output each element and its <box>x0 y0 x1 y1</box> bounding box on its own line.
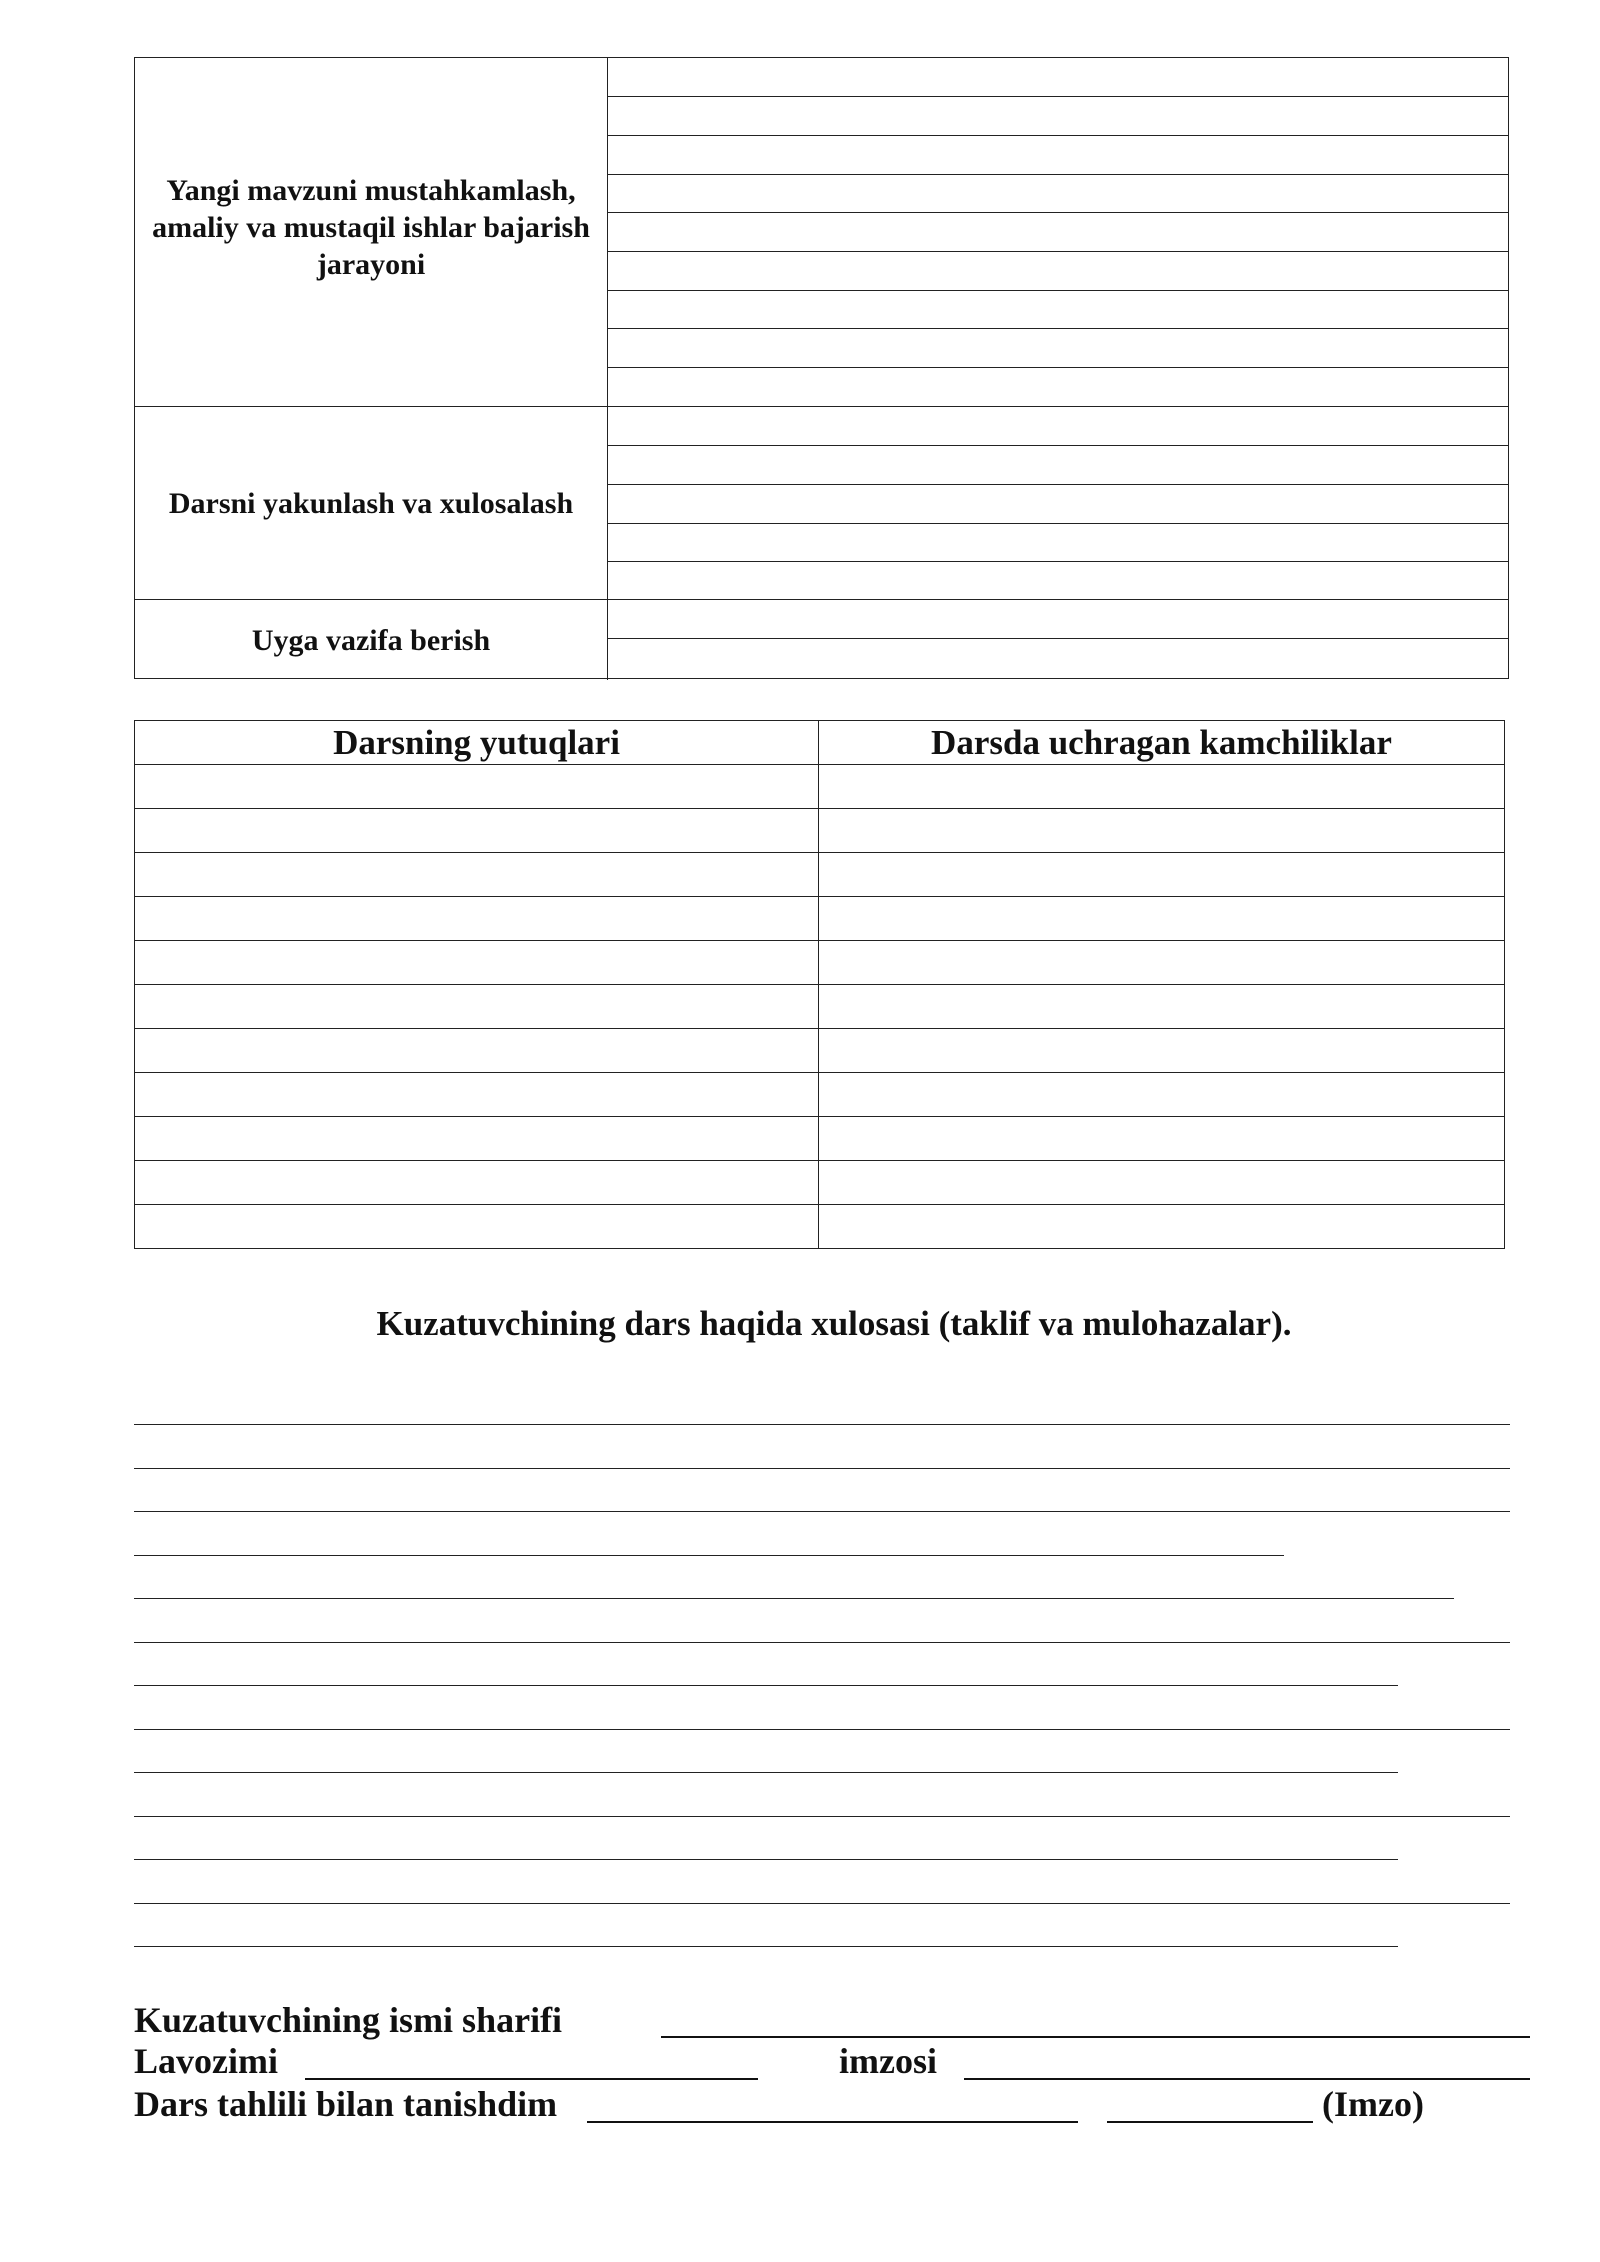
lesson-stages-table <box>134 57 1509 679</box>
shortcoming-cell[interactable] <box>819 809 1505 853</box>
blank-line <box>608 251 1508 252</box>
acknowledged-signature-field[interactable] <box>1107 2121 1313 2123</box>
observer-name-field[interactable] <box>661 2036 1530 2038</box>
conclusion-writing-line[interactable] <box>134 1729 1510 1730</box>
conclusion-writing-line[interactable] <box>134 1903 1510 1904</box>
achievement-cell[interactable] <box>135 853 819 897</box>
shortcoming-cell[interactable] <box>819 897 1505 941</box>
shortcoming-cell[interactable] <box>819 941 1505 985</box>
acknowledged-label: Dars tahlili bilan tanishdim <box>134 2084 558 2124</box>
blank-line <box>608 328 1508 329</box>
conclusion-writing-line[interactable] <box>134 1946 1398 1947</box>
blank-line <box>608 523 1508 524</box>
shortcoming-cell[interactable] <box>819 765 1505 809</box>
conclusion-writing-line[interactable] <box>134 1598 1454 1599</box>
position-label: Lavozimi <box>134 2041 278 2081</box>
evaluation-row <box>135 897 1505 941</box>
evaluation-row <box>135 853 1505 897</box>
blank-line <box>608 96 1508 97</box>
stage-label-reinforcement: Yangi mavzuni mustahkamlash, amaliy va mustaqil ishlar bajarish jarayoni <box>135 58 608 406</box>
evaluation-row <box>135 1161 1505 1205</box>
stage-label-homework: Uyga vazifa berish <box>135 600 608 680</box>
blank-line <box>608 290 1508 291</box>
conclusion-writing-line[interactable] <box>134 1642 1510 1643</box>
blank-line <box>608 135 1508 136</box>
signature-label: imzosi <box>839 2041 937 2081</box>
evaluation-table <box>134 720 1505 1249</box>
conclusion-title: Kuzatuvchining dars haqida xulosasi (taklif va mulohazalar). <box>376 1304 1292 1343</box>
stage-row-homework <box>135 600 1508 680</box>
shortcomings-header: Darsda uchragan kamchiliklar <box>819 721 1505 765</box>
blank-line <box>608 367 1508 368</box>
achievement-cell[interactable] <box>135 1029 819 1073</box>
shortcoming-cell[interactable] <box>819 1205 1505 1249</box>
stage-lines-reinforcement[interactable] <box>608 58 1508 406</box>
evaluation-row <box>135 765 1505 809</box>
blank-line <box>608 174 1508 175</box>
evaluation-row <box>135 941 1505 985</box>
achievement-cell[interactable] <box>135 809 819 853</box>
conclusion-writing-line[interactable] <box>134 1685 1398 1686</box>
achievement-cell[interactable] <box>135 897 819 941</box>
blank-line <box>608 484 1508 485</box>
conclusion-writing-line[interactable] <box>134 1468 1510 1469</box>
stage-lines-homework[interactable] <box>608 600 1508 680</box>
stage-row-reinforcement <box>135 58 1508 407</box>
achievement-cell[interactable] <box>135 765 819 809</box>
achievement-cell[interactable] <box>135 985 819 1029</box>
achievement-cell[interactable] <box>135 1073 819 1117</box>
blank-line <box>608 638 1508 639</box>
evaluation-header-row <box>135 721 1505 765</box>
conclusion-writing-line[interactable] <box>134 1511 1510 1512</box>
shortcoming-cell[interactable] <box>819 1073 1505 1117</box>
conclusion-writing-line[interactable] <box>134 1555 1284 1556</box>
signature-field[interactable] <box>964 2078 1530 2080</box>
conclusion-writing-line[interactable] <box>134 1859 1398 1860</box>
achievement-cell[interactable] <box>135 1205 819 1249</box>
evaluation-row <box>135 809 1505 853</box>
blank-line <box>608 561 1508 562</box>
evaluation-row <box>135 1073 1505 1117</box>
conclusion-writing-line[interactable] <box>134 1772 1398 1773</box>
position-field[interactable] <box>305 2078 758 2080</box>
imzo-label: (Imzo) <box>1322 2084 1424 2124</box>
blank-line <box>608 445 1508 446</box>
acknowledged-name-field[interactable] <box>587 2121 1078 2123</box>
evaluation-row <box>135 1029 1505 1073</box>
evaluation-row <box>135 1117 1505 1161</box>
stage-row-conclusion <box>135 407 1508 600</box>
shortcoming-cell[interactable] <box>819 1161 1505 1205</box>
achievements-header: Darsning yutuqlari <box>135 721 819 765</box>
evaluation-row <box>135 1205 1505 1249</box>
blank-line <box>608 212 1508 213</box>
achievement-cell[interactable] <box>135 1161 819 1205</box>
evaluation-row <box>135 985 1505 1029</box>
conclusion-writing-line[interactable] <box>134 1816 1510 1817</box>
observer-name-label: Kuzatuvchining ismi sharifi <box>134 2000 563 2040</box>
achievement-cell[interactable] <box>135 941 819 985</box>
stage-label-conclusion: Darsni yakunlash va xulosalash <box>135 407 608 599</box>
evaluation-body <box>135 765 1505 1249</box>
shortcoming-cell[interactable] <box>819 985 1505 1029</box>
conclusion-writing-line[interactable] <box>134 1424 1510 1425</box>
shortcoming-cell[interactable] <box>819 1029 1505 1073</box>
shortcoming-cell[interactable] <box>819 853 1505 897</box>
achievement-cell[interactable] <box>135 1117 819 1161</box>
shortcoming-cell[interactable] <box>819 1117 1505 1161</box>
stage-lines-conclusion[interactable] <box>608 407 1508 599</box>
